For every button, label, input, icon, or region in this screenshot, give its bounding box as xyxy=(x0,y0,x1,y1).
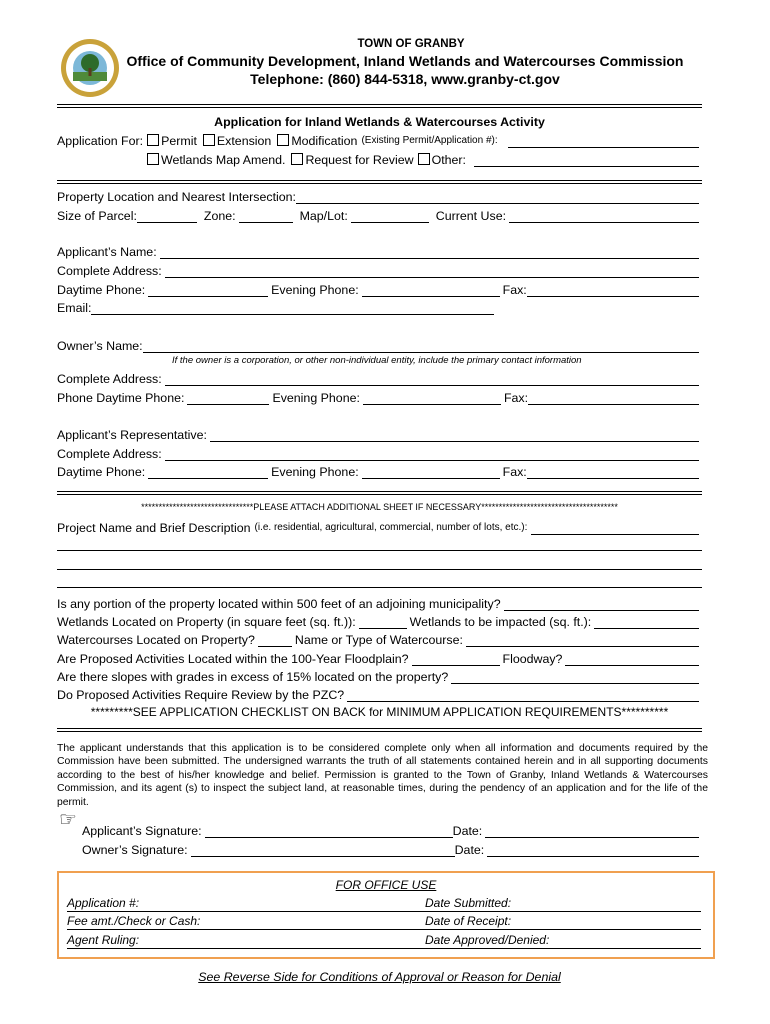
floodplain-row: Are Proposed Activities Located within the 100-Year Floodplain? Floodway? xyxy=(57,648,702,666)
office-contact: Telephone: (860) 844-5318, www.granby-ct.gov xyxy=(250,71,560,87)
office-row-3 xyxy=(67,933,701,949)
modification-checkbox[interactable] xyxy=(277,134,289,146)
maplot-field[interactable] xyxy=(351,209,429,223)
project-row: Project Name and Brief Description (i.e. residential, agricultural, commercial, number of lots, etc.): xyxy=(57,517,702,535)
applicant-phone-row: Daytime Phone: Evening Phone: Fax: xyxy=(57,279,702,297)
property-location-field[interactable] xyxy=(296,190,699,204)
rep-eve-phone-field[interactable] xyxy=(362,465,500,479)
owner-name-field[interactable] xyxy=(143,339,699,353)
rep-fax-field[interactable] xyxy=(527,465,699,479)
owner-address-field[interactable] xyxy=(165,372,699,386)
current-use-field[interactable] xyxy=(509,209,699,223)
certification-text: The applicant understands that this application is to be considered complete only when all information and documents required by the Commission have been submitted. The undersigned warrants the truth of all statements contained herein and in all supporting documents according to the best of his/her knowledge and belief. Permission is granted to the Town of Granby, Inland Wetlands & Watercourses Commission, and its agent (s) to inspect the subject land, at reasonable times, during the pendency of an application and for the life of the permit. xyxy=(57,743,708,808)
project-line-2[interactable] xyxy=(57,569,702,570)
project-line-3[interactable] xyxy=(57,587,702,588)
review-checkbox[interactable] xyxy=(291,153,303,165)
rep-day-phone-field[interactable] xyxy=(148,465,268,479)
agent-ruling-label: Agent Ruling: xyxy=(67,933,140,947)
other-checkbox[interactable] xyxy=(418,153,430,165)
date-submitted-label: Date Submitted: xyxy=(425,896,512,910)
watercourse-row: Watercourses Located on Property? Name or Type of Watercourse: xyxy=(57,629,702,647)
applicant-email-field[interactable] xyxy=(91,301,494,315)
owner-address-row: Complete Address: xyxy=(57,368,702,386)
rep-address-field[interactable] xyxy=(165,447,699,461)
owner-signature-field[interactable] xyxy=(191,843,455,857)
date-approved-label: Date Approved/Denied: xyxy=(425,933,550,947)
applicant-address-field[interactable] xyxy=(165,264,699,278)
parcel-size-field[interactable] xyxy=(137,209,197,223)
owner-phone-row: Phone Daytime Phone: Evening Phone: Fax: xyxy=(57,387,702,405)
applicant-name-field[interactable] xyxy=(160,245,699,259)
floodway-field[interactable] xyxy=(565,652,699,666)
rep-address-row: Complete Address: xyxy=(57,443,702,461)
owner-eve-phone-field[interactable] xyxy=(363,391,501,405)
office-row-1 xyxy=(67,896,701,912)
header-divider xyxy=(57,104,702,108)
form-title: Application for Inland Wetlands & Watercourses Activity xyxy=(214,115,545,129)
wetlands-on-field[interactable] xyxy=(359,615,407,629)
section-divider xyxy=(57,180,702,184)
project-field[interactable] xyxy=(531,521,699,535)
wetlands-impact-field[interactable] xyxy=(594,615,699,629)
section-divider-3 xyxy=(57,728,702,732)
owner-date-field[interactable] xyxy=(487,843,699,857)
applicant-signature-row: Applicant’s Signature: Date: xyxy=(82,820,702,838)
watercourses-field[interactable] xyxy=(258,633,292,647)
applicant-date-field[interactable] xyxy=(485,824,699,838)
other-field[interactable] xyxy=(474,153,699,167)
office-use-title: FOR OFFICE USE xyxy=(335,878,437,892)
application-no-label: Application #: xyxy=(67,896,140,910)
pointer-icon: ☞ xyxy=(59,809,77,831)
town-name: TOWN OF GRANBY xyxy=(357,38,465,50)
office-name: Office of Community Development, Inland Wetlands and Watercourses Commission xyxy=(126,53,684,69)
attach-notice: ********************************PLEASE ATTACH ADDITIONAL SHEET IF NECESSARY*************************************** xyxy=(141,502,618,512)
rep-phone-row: Daytime Phone: Evening Phone: Fax: xyxy=(57,461,702,479)
slopes-field[interactable] xyxy=(451,670,699,684)
owner-fax-field[interactable] xyxy=(528,391,699,405)
municipality-field[interactable] xyxy=(504,597,699,611)
owner-day-phone-field[interactable] xyxy=(187,391,269,405)
town-seal xyxy=(60,38,120,98)
owner-note: If the owner is a corporation, or other non-individual entity, include the primary contact information xyxy=(172,355,582,366)
zone-field[interactable] xyxy=(239,209,293,223)
rep-name-row: Applicant’s Representative: xyxy=(57,424,702,442)
applicant-eve-phone-field[interactable] xyxy=(362,283,500,297)
section-divider-2 xyxy=(57,491,702,495)
date-receipt-label: Date of Receipt: xyxy=(425,914,512,928)
permit-checkbox[interactable] xyxy=(147,134,159,146)
application-for-row: Application For: Permit Extension Modification (Existing Permit/Application #): xyxy=(57,130,702,148)
property-location-row: Property Location and Nearest Intersection: xyxy=(57,186,702,204)
municipality-row: Is any portion of the property located within 500 feet of an adjoining municipality? xyxy=(57,593,702,611)
applicant-address-row: Complete Address: xyxy=(57,260,702,278)
wetlands-row: Wetlands Located on Property (in square feet (sq. ft.)): Wetlands to be impacted (sq. ft.): xyxy=(57,611,702,629)
checklist-notice: *********SEE APPLICATION CHECKLIST ON BACK for MINIMUM APPLICATION REQUIREMENTS********** xyxy=(90,705,669,719)
application-for-row-2: Wetlands Map Amend. Request for Review Other: xyxy=(147,149,702,167)
existing-permit-field[interactable] xyxy=(508,134,699,148)
applicant-name-row: Applicant’s Name: xyxy=(57,241,702,259)
pzc-row: Do Proposed Activities Require Review by the PZC? xyxy=(57,684,702,702)
owner-name-row: Owner’s Name: xyxy=(57,335,702,353)
watercourse-name-field[interactable] xyxy=(466,633,699,647)
owner-signature-row: Owner’s Signature: Date: xyxy=(82,839,702,857)
map-amend-checkbox[interactable] xyxy=(147,153,159,165)
applicant-signature-field[interactable] xyxy=(205,824,453,838)
pzc-field[interactable] xyxy=(347,688,699,702)
floodplain-field[interactable] xyxy=(412,652,500,666)
office-row-2 xyxy=(67,914,701,930)
fee-label: Fee amt./Check or Cash: xyxy=(67,914,201,928)
applicant-fax-field[interactable] xyxy=(527,283,699,297)
project-line-1[interactable] xyxy=(57,550,702,551)
applicant-day-phone-field[interactable] xyxy=(148,283,268,297)
parcel-row: Size of Parcel: Zone: Map/Lot: Current Use: xyxy=(57,205,702,223)
applicant-email-row: Email: xyxy=(57,297,497,315)
footer-note: See Reverse Side for Conditions of Approval or Reason for Denial xyxy=(198,970,561,984)
rep-name-field[interactable] xyxy=(210,428,699,442)
extension-checkbox[interactable] xyxy=(203,134,215,146)
slopes-row: Are there slopes with grades in excess of 15% located on the property? xyxy=(57,666,702,684)
